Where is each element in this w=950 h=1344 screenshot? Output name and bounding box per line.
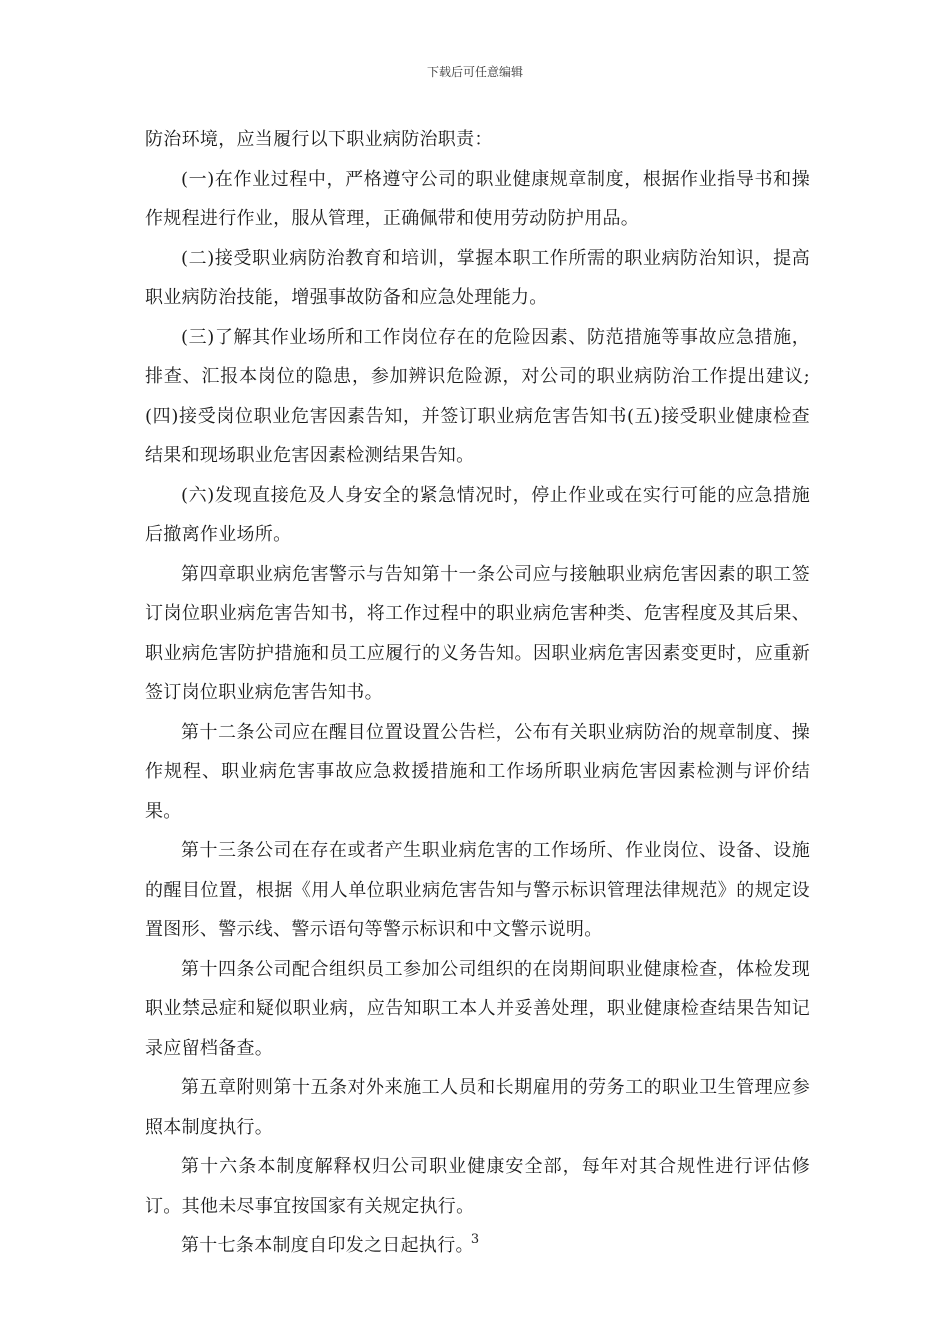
paragraph-duty-3-5: (三)了解其作业场所和工作岗位存在的危险因素、防范措施等事故应急措施，排查、汇报本岗位的隐患，参加辨识危险源，对公司的职业病防治工作提出建议;(四)接受岗位职业危害因素告知，并签订职业病危害告知书(五)接受职业健康检查结果和现场职业危害因素检测结果告知。 [145, 326, 810, 466]
page-header-note: 下载后可任意编辑 [426, 65, 523, 79]
paragraph-article-12: 第十二条公司应在醒目位置设置公告栏，公布有关职业病防治的规章制度、操作规程、职业病危害事故应急救援措施和工作场所职业病危害因素检测与评价结果。 [145, 721, 810, 822]
paragraph-duty-6: (六)发现直接危及人身安全的紧急情况时，停止作业或在实行可能的应急措施后撤离作业场所。 [145, 484, 810, 545]
paragraph-duty-2: (二)接受职业病防治教育和培训，掌握本职工作所需的职业病防治知识，提高职业病防治技能，增强事故防备和应急处理能力。 [145, 247, 810, 308]
paragraph-chapter-5-article-15: 第五章附则第十五条对外来施工人员和长期雇用的劳务工的职业卫生管理应参照本制度执行。 [145, 1077, 810, 1138]
paragraph-article-14: 第十四条公司配合组织员工参加公司组织的在岗期间职业健康检查，体检发现职业禁忌症和疑似职业病，应告知职工本人并妥善处理，职业健康检查结果告知记录应留档备查。 [145, 958, 810, 1059]
paragraph-article-17: 第十七条本制度自印发之日起执行。 [181, 1235, 474, 1256]
paragraph-article-13: 第十三条公司在存在或者产生职业病危害的工作场所、作业岗位、设备、设施的醒目位置，根据《用人单位职业病危害告知与警示标识管理法律规范》的规定设置图形、警示线、警示语句等警示标识和中文警示说明。 [145, 840, 810, 940]
paragraph-chapter-4-article-11: 第四章职业病危害警示与告知第十一条公司应与接触职业病危害因素的职工签订岗位职业病危害告知书，将工作过程中的职业病危害种类、危害程度及其后果、职业病危害防护措施和员工应履行的义务告知。因职业病危害因素变更时，应重新签订岗位职业病危害告知书。 [145, 563, 810, 703]
paragraph-intro: 防治环境，应当履行以下职业病防治职责： [145, 129, 493, 150]
paragraph-duty-1: (一)在作业过程中，严格遵守公司的职业健康规章制度，根据作业指导书和操作规程进行作业，服从管理，正确佩带和使用劳动防护用品。 [145, 168, 810, 229]
page-number: 3 [470, 1232, 480, 1247]
paragraph-article-16: 第十六条本制度解释权归公司职业健康安全部，每年对其合规性进行评估修订。其他未尽事宜按国家有关规定执行。 [145, 1156, 810, 1217]
document-body [145, 120, 810, 1266]
